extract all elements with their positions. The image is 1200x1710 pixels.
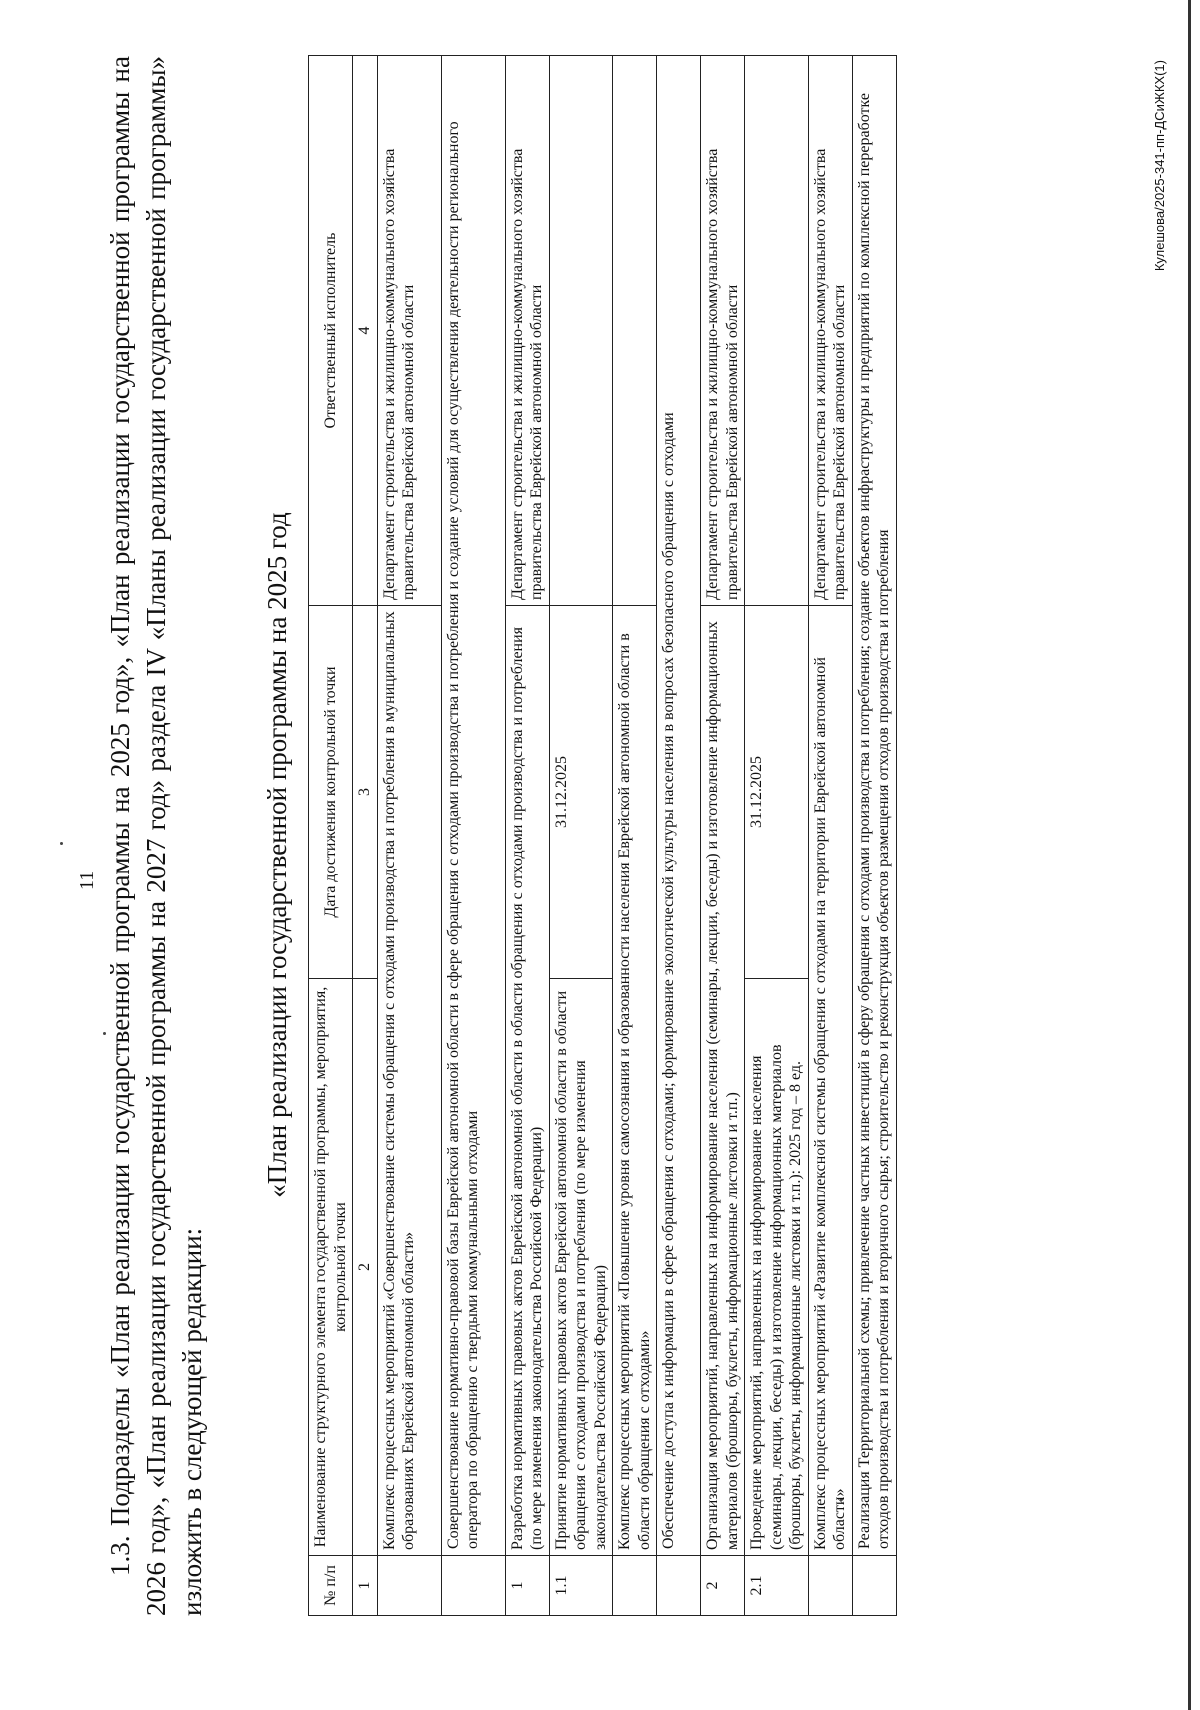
row-name: Организация мероприятий, направленных на информирование населения (семинары, лекции, беседы) и изготовление информационных материалов (брошюры, буклеты, информационные листовки и т.п.): [701, 606, 745, 1556]
column-number-row: [353, 56, 378, 1616]
row-num: 2: [701, 1556, 745, 1616]
table-row: [613, 56, 657, 1616]
row-name: Комплекс процессных мероприятий «Повышение уровня самосознания и образованности населения Еврейской автономной области в области обращения с отходами»: [613, 606, 657, 1556]
table-row: [441, 56, 505, 1616]
row-num: [441, 1556, 505, 1616]
row-date: 31.12.2025: [745, 606, 809, 979]
table-row: [377, 56, 441, 1616]
col-number: 4: [353, 56, 378, 606]
row-num: [657, 1556, 701, 1616]
row-num: [852, 1556, 896, 1616]
row-responsible: Департамент строительства и жилищно-коммунального хозяйства правительства Еврейской автономной области: [808, 56, 852, 606]
header-responsible: Ответственный исполнитель: [309, 56, 353, 606]
row-responsible: [613, 56, 657, 606]
row-responsible: [549, 56, 613, 606]
col-number: 1: [353, 1556, 378, 1616]
table-row: [657, 56, 701, 1616]
row-name: Проведение мероприятий, направленных на информирование населения (семинары, лекции, беседы) и изготовление информационных материалов (брошюры, буклеты, информационные листовки и т.п.): 2025 год – 8 ед.: [745, 979, 809, 1556]
row-task: Совершенствование нормативно-правовой базы Еврейской автономной области в сфере обращения с отходами производства и потребления и создание условий для осуществления деятельности регионального оператора по обращению с твердыми коммунальными отходами: [441, 56, 505, 1556]
row-name: Принятие нормативных правовых актов Еврейской автономной области в области обращения с отходами производства и потребления (по мере изменения законодательства Российской Федерации): [549, 979, 613, 1556]
col-number: 2: [353, 979, 378, 1556]
row-task: Обеспечение доступа к информации в сфере обращения с отходами; формирование экологической культуры населения в вопросах безопасного обращения с отходами: [657, 56, 701, 1556]
row-responsible: Департамент строительства и жилищно-коммунального хозяйства правительства Еврейской автономной области: [701, 56, 745, 606]
col-number: 3: [353, 606, 378, 979]
row-name: Комплекс процессных мероприятий «Совершенствование системы обращения с отходами производства и потребления в муниципальных образованиях Еврейской автономной области»: [377, 606, 441, 1556]
amendment-heading: 1.3. Подразделы «План реализации государственной программы на 2025 год», «План реализации государственной программы на 2026 год», «План реализации государственной программы на 2027 год» раздела IV «Планы реализации государственной программы» изложить в следующей редакции:: [105, 56, 208, 1616]
table-row: [745, 56, 809, 1616]
implementation-plan-table: [308, 55, 897, 1616]
row-num: [377, 1556, 441, 1616]
row-num: [613, 1556, 657, 1616]
header-num: № п/п: [309, 1556, 353, 1616]
document-footer: Кулешова/2025-341-пп-ДСиЖКХ(1): [1152, 60, 1167, 272]
header-date: Дата достижения контрольной точки: [309, 606, 353, 979]
row-num: [808, 1556, 852, 1616]
page-number: 11: [76, 870, 98, 890]
row-task: Реализация Территориальной схемы; привлечение частных инвестиций в сферу обращения с отходами производства и потребления; создание объектов инфраструктуры и предприятий по комплексной переработке отходов производства и потребления и вторичного сырья; строительство и реконструкция объектов размещения отходов производства и потребления: [852, 56, 896, 1556]
table-row: [852, 56, 896, 1616]
row-responsible: Департамент строительства и жилищно-коммунального хозяйства правительства Еврейской автономной области: [377, 56, 441, 606]
scan-edge: [1188, 0, 1191, 1710]
table-row: [549, 56, 613, 1616]
row-name: Комплекс процессных мероприятий «Развитие комплексной системы обращения с отходами на территории Еврейской автономной области»: [808, 606, 852, 1556]
row-num: 2.1: [745, 1556, 809, 1616]
row-name: Разработка нормативных правовых актов Еврейской автономной области в области обращения с отходами производства и потребления (по мере изменения законодательства Российской Федерации): [505, 606, 549, 1556]
table-row: [808, 56, 852, 1616]
table-row: [701, 56, 745, 1616]
row-responsible: [745, 56, 809, 606]
row-date: 31.12.2025: [549, 606, 613, 979]
row-num: 1: [505, 1556, 549, 1616]
header-name: Наименование структурного элемента государственной программы, мероприятия, контрольной точки: [309, 979, 353, 1556]
row-num: 1.1: [549, 1556, 613, 1616]
table-row: [505, 56, 549, 1616]
row-responsible: Департамент строительства и жилищно-коммунального хозяйства правительства Еврейской автономной области: [505, 56, 549, 606]
plan-title: «План реализации государственной программы на 2025 год: [262, 512, 292, 1198]
table-header-row: [309, 56, 353, 1616]
